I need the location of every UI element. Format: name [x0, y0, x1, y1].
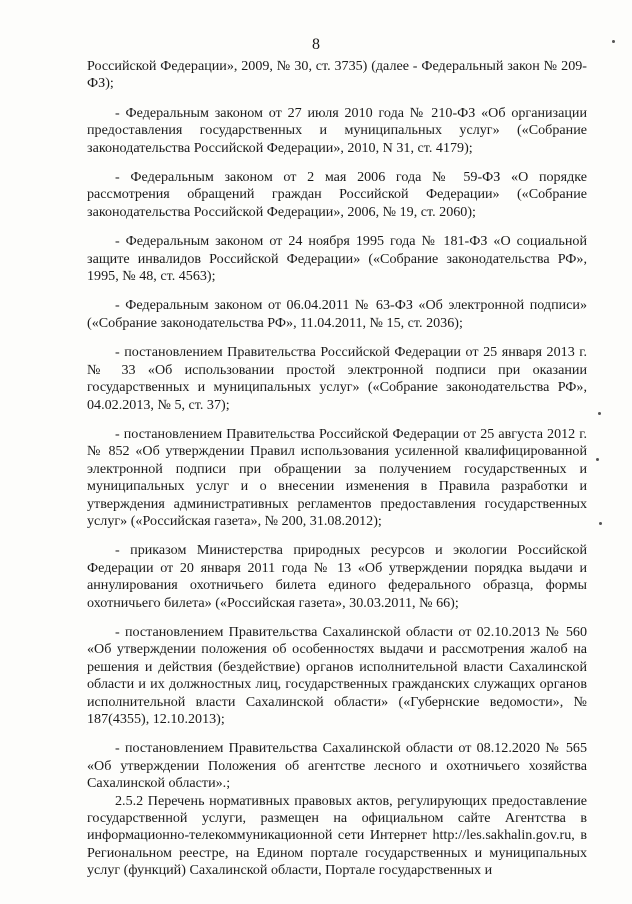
paragraph-decree-33: - постановлением Правительства Российской Федерации от 25 января 2013 г. № 33 «Об использовании простой электронной подписи при оказании государственных и муниципальных услуг» («Собрание законодательства РФ», 04.02.2013, № 5, ст. 37);	[87, 344, 587, 413]
paragraph-decree-565: - постановлением Правительства Сахалинской области от 08.12.2020 № 565 «Об утверждении Положения об агентстве лесного и охотничьего хозяйства Сахалинской области».;	[87, 740, 587, 792]
paragraph-decree-852: - постановлением Правительства Российской Федерации от 25 августа 2012 г. № 852 «Об утверждении Правил использования усиленной квалифицированной электронной подписи при обращении за получением государственных и муниципальных услуг и о внесении изменения в Правила разработки и утверждения административных регламентов предоставления государственных услуг» («Российская газета», № 200, 31.08.2012);	[87, 425, 587, 529]
paragraph-decree-560: - постановлением Правительства Сахалинской области от 02.10.2013 № 560 «Об утверждении положения об особенностях выдачи и рассмотрения жалоб на решения и действия (бездействие) органов исполнительной власти Сахалинской области и их должностных лиц, государственных гражданских служащих органов исполнительной власти Сахалинской области» («Губернские ведомости», № 187(4355), 12.10.2013);	[87, 623, 587, 727]
document-body	[87, 58, 587, 892]
paragraph-law-59: - Федеральным законом от 2 мая 2006 года № 59-ФЗ «О порядке рассмотрения обращений граждан Российской Федерации» («Собрание законодательства Российской Федерации», 2006, № 19, ст. 2060);	[87, 169, 587, 220]
paragraph-law-181: - Федеральным законом от 24 ноября 1995 года № 181-ФЗ «О социальной защите инвалидов Российской Федерации» («Собрание законодательства РФ», 1995, № 48, ст. 4563);	[87, 233, 587, 285]
scan-speck	[599, 522, 602, 525]
paragraph-law-210: - Федеральным законом от 27 июля 2010 года № 210-ФЗ «Об организации предоставления государственных и муниципальных услуг» («Собрание законодательства Российской Федерации», 2010, N 31, ст. 4179);	[87, 104, 587, 156]
paragraph-law-63: - Федеральным законом от 06.04.2011 № 63-ФЗ «Об электронной подписи» («Собрание законодательства РФ», 11.04.2011, № 15, ст. 2036);	[87, 297, 587, 331]
paragraph-order-13: - приказом Министерства природных ресурсов и экологии Российской Федерации от 20 января 2011 года № 13 «Об утверждении порядка выдачи и аннулирования охотничьего билета единого федерального образца, формы охотничьего билета» («Российская газета», 30.03.2011, № 66);	[87, 542, 587, 611]
scan-speck	[612, 40, 615, 43]
scan-speck	[598, 412, 601, 415]
page-number: 8	[312, 36, 320, 53]
paragraph-continuation: Российской Федерации», 2009, № 30, ст. 3735) (далее - Федеральный закон № 209-ФЗ);	[87, 58, 587, 92]
paragraph-2-5-2: 2.5.2 Перечень нормативных правовых актов, регулирующих предоставление государственной услуги, размещен на официальном сайте Агентства в информационно-телекоммуникационной сети Интернет http://les.sakhalin.gov.ru, в Региональном реестре, на Едином портале государственных и муниципальных услуг (функций) Сахалинской области, Портале государственных и	[87, 792, 587, 879]
scan-speck	[596, 458, 599, 461]
